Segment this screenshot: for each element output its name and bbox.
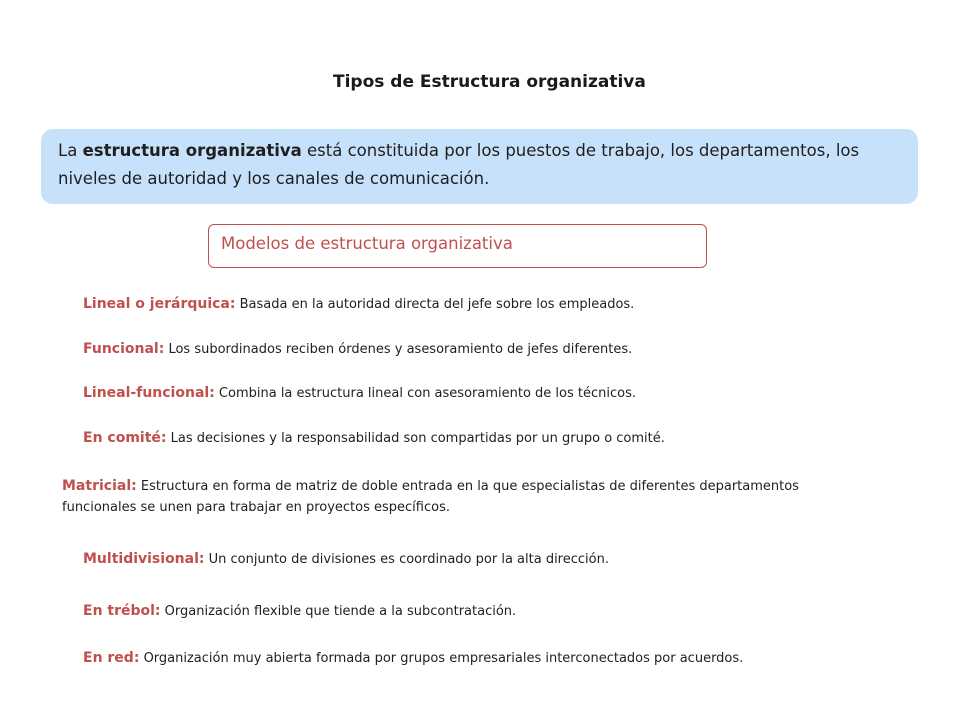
models-heading: Modelos de estructura organizativa — [208, 224, 707, 268]
model-term: Funcional: — [83, 341, 165, 357]
intro-rest: está constituida por los puestos de trabajo, los departamentos, los niveles de autoridad y los canales de comunicación. — [58, 141, 860, 188]
model-term: Matricial: — [62, 478, 137, 494]
intro-prefix: La — [58, 141, 83, 160]
intro-box — [41, 129, 918, 204]
model-desc: Organización muy abierta formada por grupos empresariales interconectados por acuerdos. — [139, 651, 744, 666]
model-term: En trébol: — [83, 603, 161, 619]
page-title: Tipos de Estructura organizativa — [333, 72, 646, 92]
model-desc: Combina la estructura lineal con asesoramiento de los técnicos. — [214, 386, 636, 401]
model-term: Lineal-funcional: — [83, 385, 215, 401]
model-desc: Basada en la autoridad directa del jefe sobre los empleados. — [235, 297, 635, 312]
model-desc: Organización flexible que tiende a la subcontratación. — [160, 604, 517, 619]
model-lineal-funcional — [83, 385, 636, 401]
model-desc: Las decisiones y la responsabilidad son compartidas por un grupo o comité. — [166, 431, 665, 446]
model-lineal — [83, 296, 634, 312]
model-term: En red: — [83, 650, 140, 666]
model-term: En comité: — [83, 430, 167, 446]
model-en-trebol — [83, 603, 516, 619]
intro-bold-term: estructura organizativa — [82, 141, 302, 160]
model-desc: Los subordinados reciben órdenes y asesoramiento de jefes diferentes. — [164, 342, 633, 357]
model-term: Lineal o jerárquica: — [83, 296, 236, 312]
model-desc: Estructura en forma de matriz de doble entrada en la que especialistas de diferentes departamentos funcionales se unen para trabajar en proyectos específicos. — [62, 479, 799, 515]
model-term: Multidivisional: — [83, 551, 205, 567]
model-matricial — [62, 476, 842, 518]
model-en-red — [83, 650, 743, 666]
model-desc: Un conjunto de divisiones es coordinado por la alta dirección. — [204, 552, 609, 567]
model-en-comite — [83, 430, 665, 446]
model-funcional — [83, 341, 632, 357]
model-multidivisional — [83, 551, 609, 567]
